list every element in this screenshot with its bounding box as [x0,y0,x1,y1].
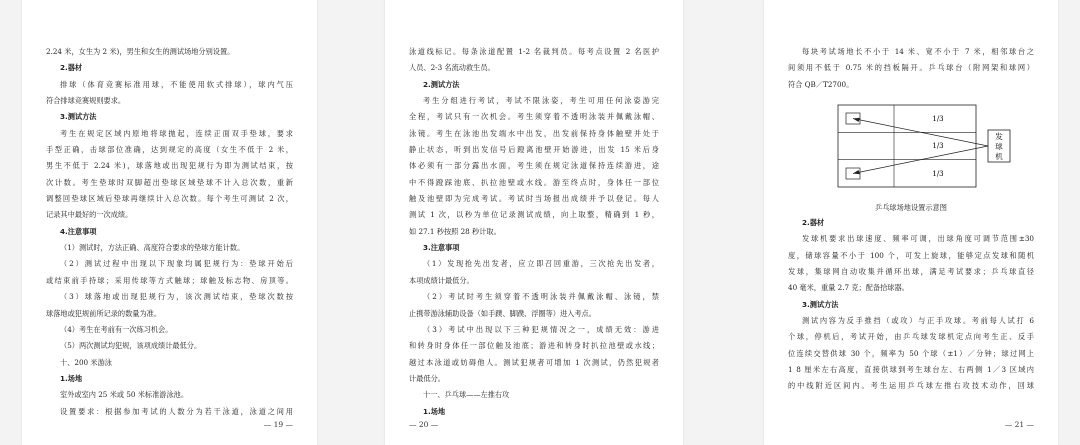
text-line: 1.场地 [423,406,446,416]
machine-label-char: 机 [995,152,1003,162]
zone-label: 1/3 [932,142,944,151]
zone-label: 1/3 [932,115,944,124]
text-line: 40 毫米，重量 2.7 克；配备拾球器。 [788,283,909,293]
text-line: 调整回垫球区域后垫球再继续计入总次数。每个考生可测试 2 次， [46,194,293,204]
text-line: （3）球落地或出现犯规行为，该次测试结束，垫球次数按 [60,292,293,302]
text-line: （1）测试时，方法正确、高度符合要求的垫球方能计数。 [60,243,245,253]
text-line: 次计数。考生垫球时双脚超出垫球区域垫球不计入总次数，重新 [46,177,293,187]
text-line: 2.器材 [802,218,825,228]
text-line: 本项成绩计最低分。 [409,275,474,285]
text-line: 中不得蹬踩池底、扒拉池壁或水线。游至终点时，身体任一部位 [409,177,659,187]
text-line: 1.场地 [60,373,83,383]
text-line: 位连续交替供球 30 个，频率为 50 个球（±1）／分钟；球过网上 [788,348,1034,358]
text-line: 计最低分。 [409,373,445,383]
page-19-text [46,44,293,420]
text-line: （1）发现抢先出发者，应立即召回重游，三次抢先出发者， [423,259,659,269]
text-line: 排球（体育竞赛标准用球，不能使用软式排球），球内气压 [60,79,293,89]
table-tennis-layout-diagram [788,97,1034,197]
text-line: 越过本泳道或妨碍他人。测试犯规者可增加 1 次测试，仍然犯规者 [409,357,659,367]
arrow-head [853,118,860,122]
text-line: 2.24 米，女生为 2 米)，男生和女生的测试场地分别设置。 [46,47,235,56]
diagram-caption: 乒乓球场地设置示意图 [875,203,947,213]
page-21-intro [788,44,1034,93]
text-line: 3.测试方法 [60,112,97,122]
text-line: 每块考试场地长不小于 14 米、宽不小于 7 米，相邻球台之 [802,47,1034,56]
text-line: 考生在规定区域内原地将球抛起，连续正面双手垫球，要求 [60,128,293,138]
text-line: 发球，集球网自动收集并循环出球，满足考试要求；乒乓球直径 [788,267,1034,277]
text-line: 或结束前手持球；采用传球等方式触球；球触及标志物、房顶等。 [46,275,293,285]
text-line: 1 8 厘米左右高度，直接供球到考生球台左、右两侧 1／3 区域内 [788,365,1034,375]
text-line: 4.注意事项 [60,226,97,236]
text-line: 十、200 米游泳 [60,357,112,367]
text-line: 泳镜。考生在泳池出发端水中出发，出发前保持身体触壁并处于 [409,128,659,138]
text-line: 手型正确，击球部位准确，达到规定的高度（女生不低于 2 米， [46,145,293,155]
text-line: 测试内容为反手推挡（或攻）与正手攻球。考前每人试打 6 [802,316,1034,326]
text-line: 如 27.1 秒按照 28 秒计取。 [409,226,501,236]
page-21-text [788,44,1034,395]
text-line: 十一、乒乓球——左推右攻 [423,390,510,400]
text-line: 间须用不低于 0.75 米的挡板隔开。乒乓球台（附网架和球网） [788,63,1034,73]
text-line: 止携带游泳辅助设备（如手蹼、脚蹼、浮圈等）进入考点。 [409,308,596,318]
machine-label-char: 球 [995,142,1003,152]
text-line: （3）考试中出现以下三种犯规情况之一，成绩无效：游进 [423,324,659,334]
page-20-text [409,44,659,420]
text-line: 度，储球容量不小于 100 个，可发上旋球，能够定点发球和随机 [788,250,1034,260]
page-21-body [788,215,1034,395]
text-line: 静止状态，听到出发信号后蹬离池壁开始游进，出发 15 米后身 [409,145,659,155]
table-outline [838,105,976,187]
text-line: 人员、2-3 名流动救生员。 [409,63,495,73]
text-line: （2）测试过程中出现以下现象均属犯规行为：垫球开始后 [60,259,293,269]
text-line: （2）考试时考生须穿着不透明泳装并佩戴泳帽、泳镜，禁 [423,292,659,302]
zone-label: 1/3 [932,170,944,179]
text-line: 全程，考试只有一次机会。考生须穿着不透明泳装并佩戴泳帽、 [409,112,659,122]
text-line: 体必须有一部分露出水面，考生须在规定泳道保持连续游进，途 [409,161,659,171]
page-number: — 20 — [409,420,439,429]
text-line: （5）两次测试均犯规，该项成绩计最低分。 [60,341,202,351]
page-number: — 19 — [263,420,293,429]
text-line: 触及池壁即为完成考试。考试时当场报出成绩并予以登记。每人 [409,194,659,204]
page-number: — 21 — [1004,420,1034,429]
text-line: 的中线附近区间内。考生运用乒乓球左推右攻技术动作，回球 [788,381,1034,391]
text-line: 3.测试方法 [802,299,839,309]
text-line: 测试 1 次，以秒为单位记录测试成绩，向上取整，精确到 1 秒， [409,210,659,220]
text-line: 3.注意事项 [423,243,460,253]
text-line: 室外或室内 25 米或 50 米标准游泳池。 [60,390,189,400]
text-line: 男生不低于 2.24 米)，球落地或出现犯规行为即为测试结束，按 [46,161,293,171]
text-line: 2.器材 [60,63,83,73]
text-line: 个球，停机后，考试开始，由乒乓球发球机定点向考生正、反手 [788,332,1034,342]
text-line: 泳道线标记。每条泳道配置 1-2 名裁判员。每考点设置 2 名医护 [409,47,659,56]
text-line: （4）考生在考前有一次练习机会。 [60,324,173,334]
text-line: 记录其中最好的一次成绩。 [46,210,133,220]
text-line: 2.测试方法 [423,79,460,89]
text-line: 球落地或犯规前所记录的数量为准。 [46,308,162,318]
text-line: 符合排球竞赛规则要求。 [46,96,126,106]
text-line: 发球机要求出球速度、频率可调，出球角度可调节范围±30 [802,234,1034,244]
text-line: 设置要求：根据参加考试的人数分为若干泳道，泳道之间用 [60,406,293,416]
text-line: 和转身时身体任一部位触及池底；游进和转身时扒拉池壁或水线； [409,341,659,351]
document-page-20 [385,0,683,445]
machine-label-char: 发 [995,132,1003,142]
text-line: 考生分组进行考试，考试不限泳姿，考生可用任何泳姿游完 [423,96,659,106]
document-page-19 [22,0,317,445]
arrow-head [853,170,860,174]
document-page-21 [764,0,1058,445]
text-line: 符合 QB／T2700。 [788,79,854,89]
